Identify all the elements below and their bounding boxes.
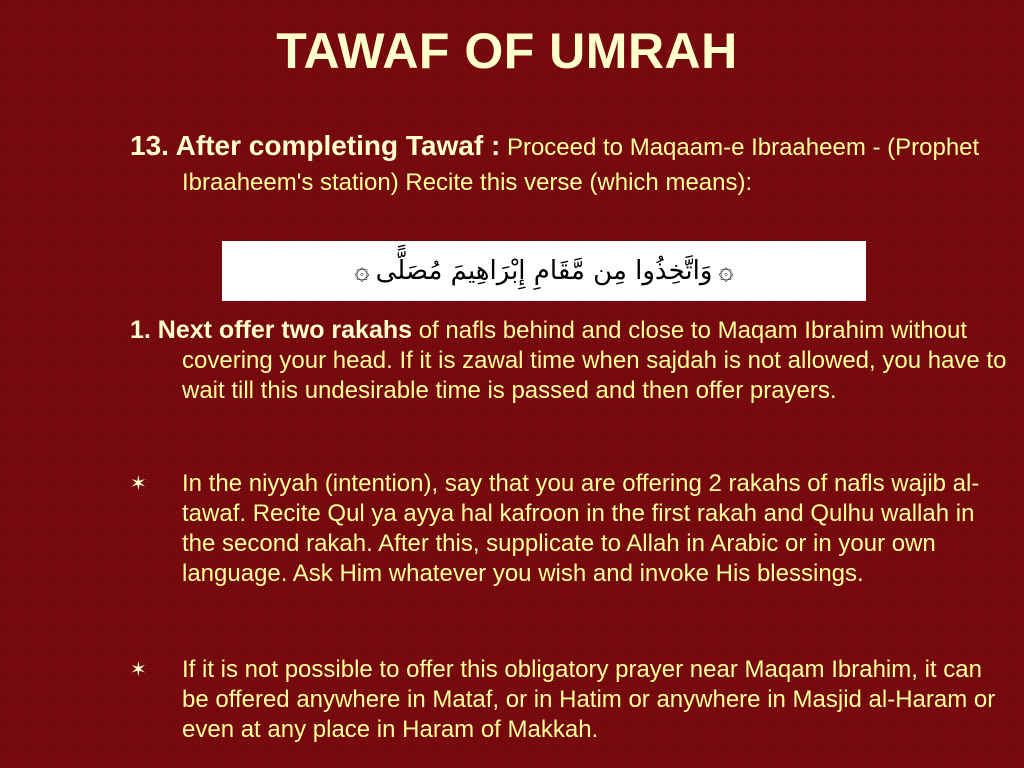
verse-ornament-left: ۞ <box>354 256 370 286</box>
arabic-verse-image <box>222 241 866 301</box>
step-1-heading: 1. Next offer two rakahs <box>130 316 413 344</box>
bullet-item-niyyah <box>130 469 1000 589</box>
step-13-heading: 13. After completing Tawaf : <box>130 130 501 161</box>
step-13-paragraph <box>130 128 1024 200</box>
verse-ornament-right: ۞ <box>718 256 734 286</box>
step-1-text: of nafls behind and close to Maqam Ibrahim without covering your head. If it is zawal time when sajdah is not allowed, you have to wait till this undesirable time is passed and then offer prayers. <box>182 317 1007 404</box>
bullet-text: In the niyyah (intention), say that you are offering 2 rakahs of nafls wajib al- tawaf. Recite Qul ya ayya hal kafroon in the first rakah and Qulhu wallah in the second rakah. After this, supplicate to Allah in Arabic or in your own language. Ask Him whatever you wish and invoke His blessings. <box>182 470 980 587</box>
step-13-text: Proceed to Maqaam-e Ibraaheem - (Prophet Ibraaheem's station) Recite this verse (which means): <box>182 134 980 196</box>
arabic-verse-text: وَاتَّخِذُوا مِن مَّقَامِ إِبْرَاهِيمَ مُصَلًّى <box>375 256 713 286</box>
step-1-paragraph <box>130 315 1024 406</box>
bullet-item-alternative-location <box>130 655 1000 745</box>
star-icon: ✶ <box>130 473 147 495</box>
bullet-text: If it is not possible to offer this obligatory prayer near Maqam Ibrahim, it can be offered anywhere in Mataf, or in Hatim or anywhere in Masjid al-Haram or even at any place in Haram of Makkah. <box>182 656 996 743</box>
slide-title: TAWAF OF UMRAH <box>276 23 738 79</box>
star-icon: ✶ <box>130 659 147 681</box>
